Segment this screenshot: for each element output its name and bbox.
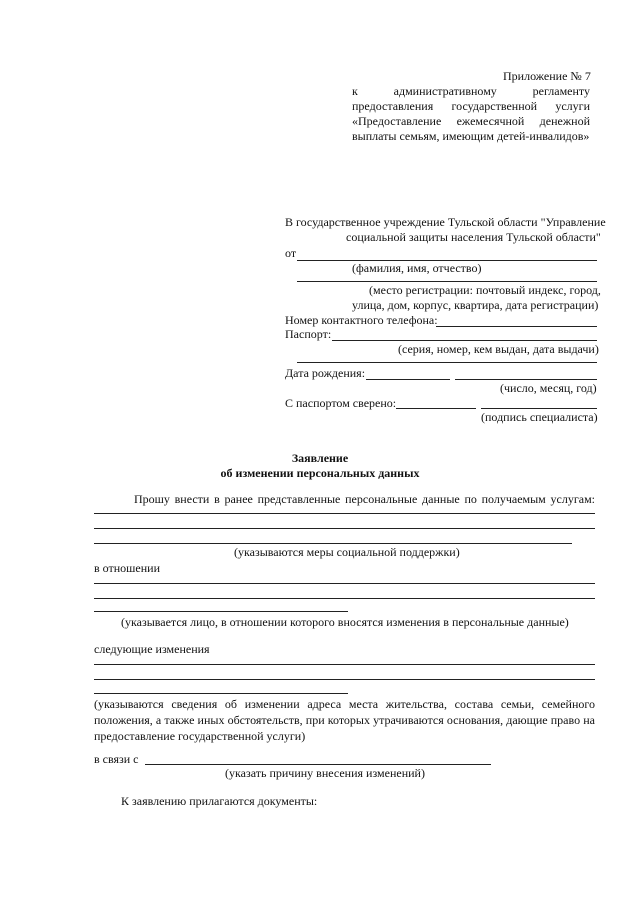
phone-field-line[interactable] <box>436 326 597 327</box>
appendix-line-2: предоставления государственной услуги <box>352 99 590 113</box>
registration-hint-2: улица, дом, корпус, квартира, дата регистрации) <box>352 298 599 312</box>
appendix-title: Приложение № 7 <box>503 69 591 83</box>
verified-hint: (подпись специалиста) <box>481 410 598 424</box>
birth-label: Дата рождения: <box>285 366 366 380</box>
measures-line-3[interactable] <box>94 543 572 544</box>
verified-label: С паспортом сверено: <box>285 396 397 410</box>
appendix-line-1: к административному регламенту <box>352 84 590 98</box>
reason-hint: (указать причину внесения изменений) <box>225 766 425 780</box>
phone-label: Номер контактного телефона: <box>285 313 438 327</box>
passport-hint: (серия, номер, кем выдан, дата выдачи) <box>398 342 599 356</box>
from-label: от <box>285 246 297 260</box>
reason-label: в связи с <box>94 752 139 766</box>
addressee-line-1: В государственное учреждение Тульской области "Управление <box>285 215 606 229</box>
person-hint: (указывается лицо, в отношении которого вносятся изменения в персональные данные) <box>121 615 569 629</box>
addressee-line-2: социальной защиты населения Тульской области" <box>346 230 601 244</box>
passport-label: Паспорт: <box>285 327 332 341</box>
statement-intro: Прошу внести в ранее представленные персональные данные по получаемым услугам: <box>134 492 595 506</box>
changes-label: следующие изменения <box>94 642 210 656</box>
statement-title: Заявление <box>291 451 349 465</box>
measures-line-1[interactable] <box>94 513 595 514</box>
passport-field-line-2[interactable] <box>297 362 597 363</box>
measures-line-2[interactable] <box>94 528 595 529</box>
regarding-line-1[interactable] <box>94 583 595 584</box>
changes-line-3[interactable] <box>94 693 348 694</box>
appendix-line-3: «Предоставление ежемесячной денежной <box>352 114 590 128</box>
passport-field-line[interactable] <box>332 340 597 341</box>
changes-line-1[interactable] <box>94 664 595 665</box>
registration-field-line[interactable] <box>297 281 597 282</box>
regarding-label: в отношении <box>94 561 161 575</box>
attachments-label: К заявлению прилагаются документы: <box>121 794 318 808</box>
reason-field-line[interactable] <box>145 764 491 765</box>
verified-field-line-2[interactable] <box>481 408 597 409</box>
regarding-line-3[interactable] <box>94 611 348 612</box>
fio-hint: (фамилия, имя, отчество) <box>352 261 482 275</box>
appendix-line-4: выплаты семьям, имеющим детей-инвалидов» <box>352 129 590 143</box>
registration-hint-1: (место регистрации: почтовый индекс, город, <box>369 283 601 297</box>
birth-field-line-2[interactable] <box>455 379 597 380</box>
verified-field-line-1[interactable] <box>396 408 476 409</box>
measures-hint: (указываются меры социальной поддержки) <box>234 545 460 559</box>
birth-hint: (число, месяц, год) <box>500 381 597 395</box>
regarding-line-2[interactable] <box>94 598 595 599</box>
statement-subtitle: об изменении персональных данных <box>220 466 420 480</box>
birth-field-line-1[interactable] <box>366 379 450 380</box>
changes-hint: (указываются сведения об изменении адреса места жительства, состава семьи, семейного положения, а также иных обстоятельств, при которых утрачиваются основания, дающие право на предоставление государственной услуги) <box>94 697 595 743</box>
changes-line-2[interactable] <box>94 679 595 680</box>
